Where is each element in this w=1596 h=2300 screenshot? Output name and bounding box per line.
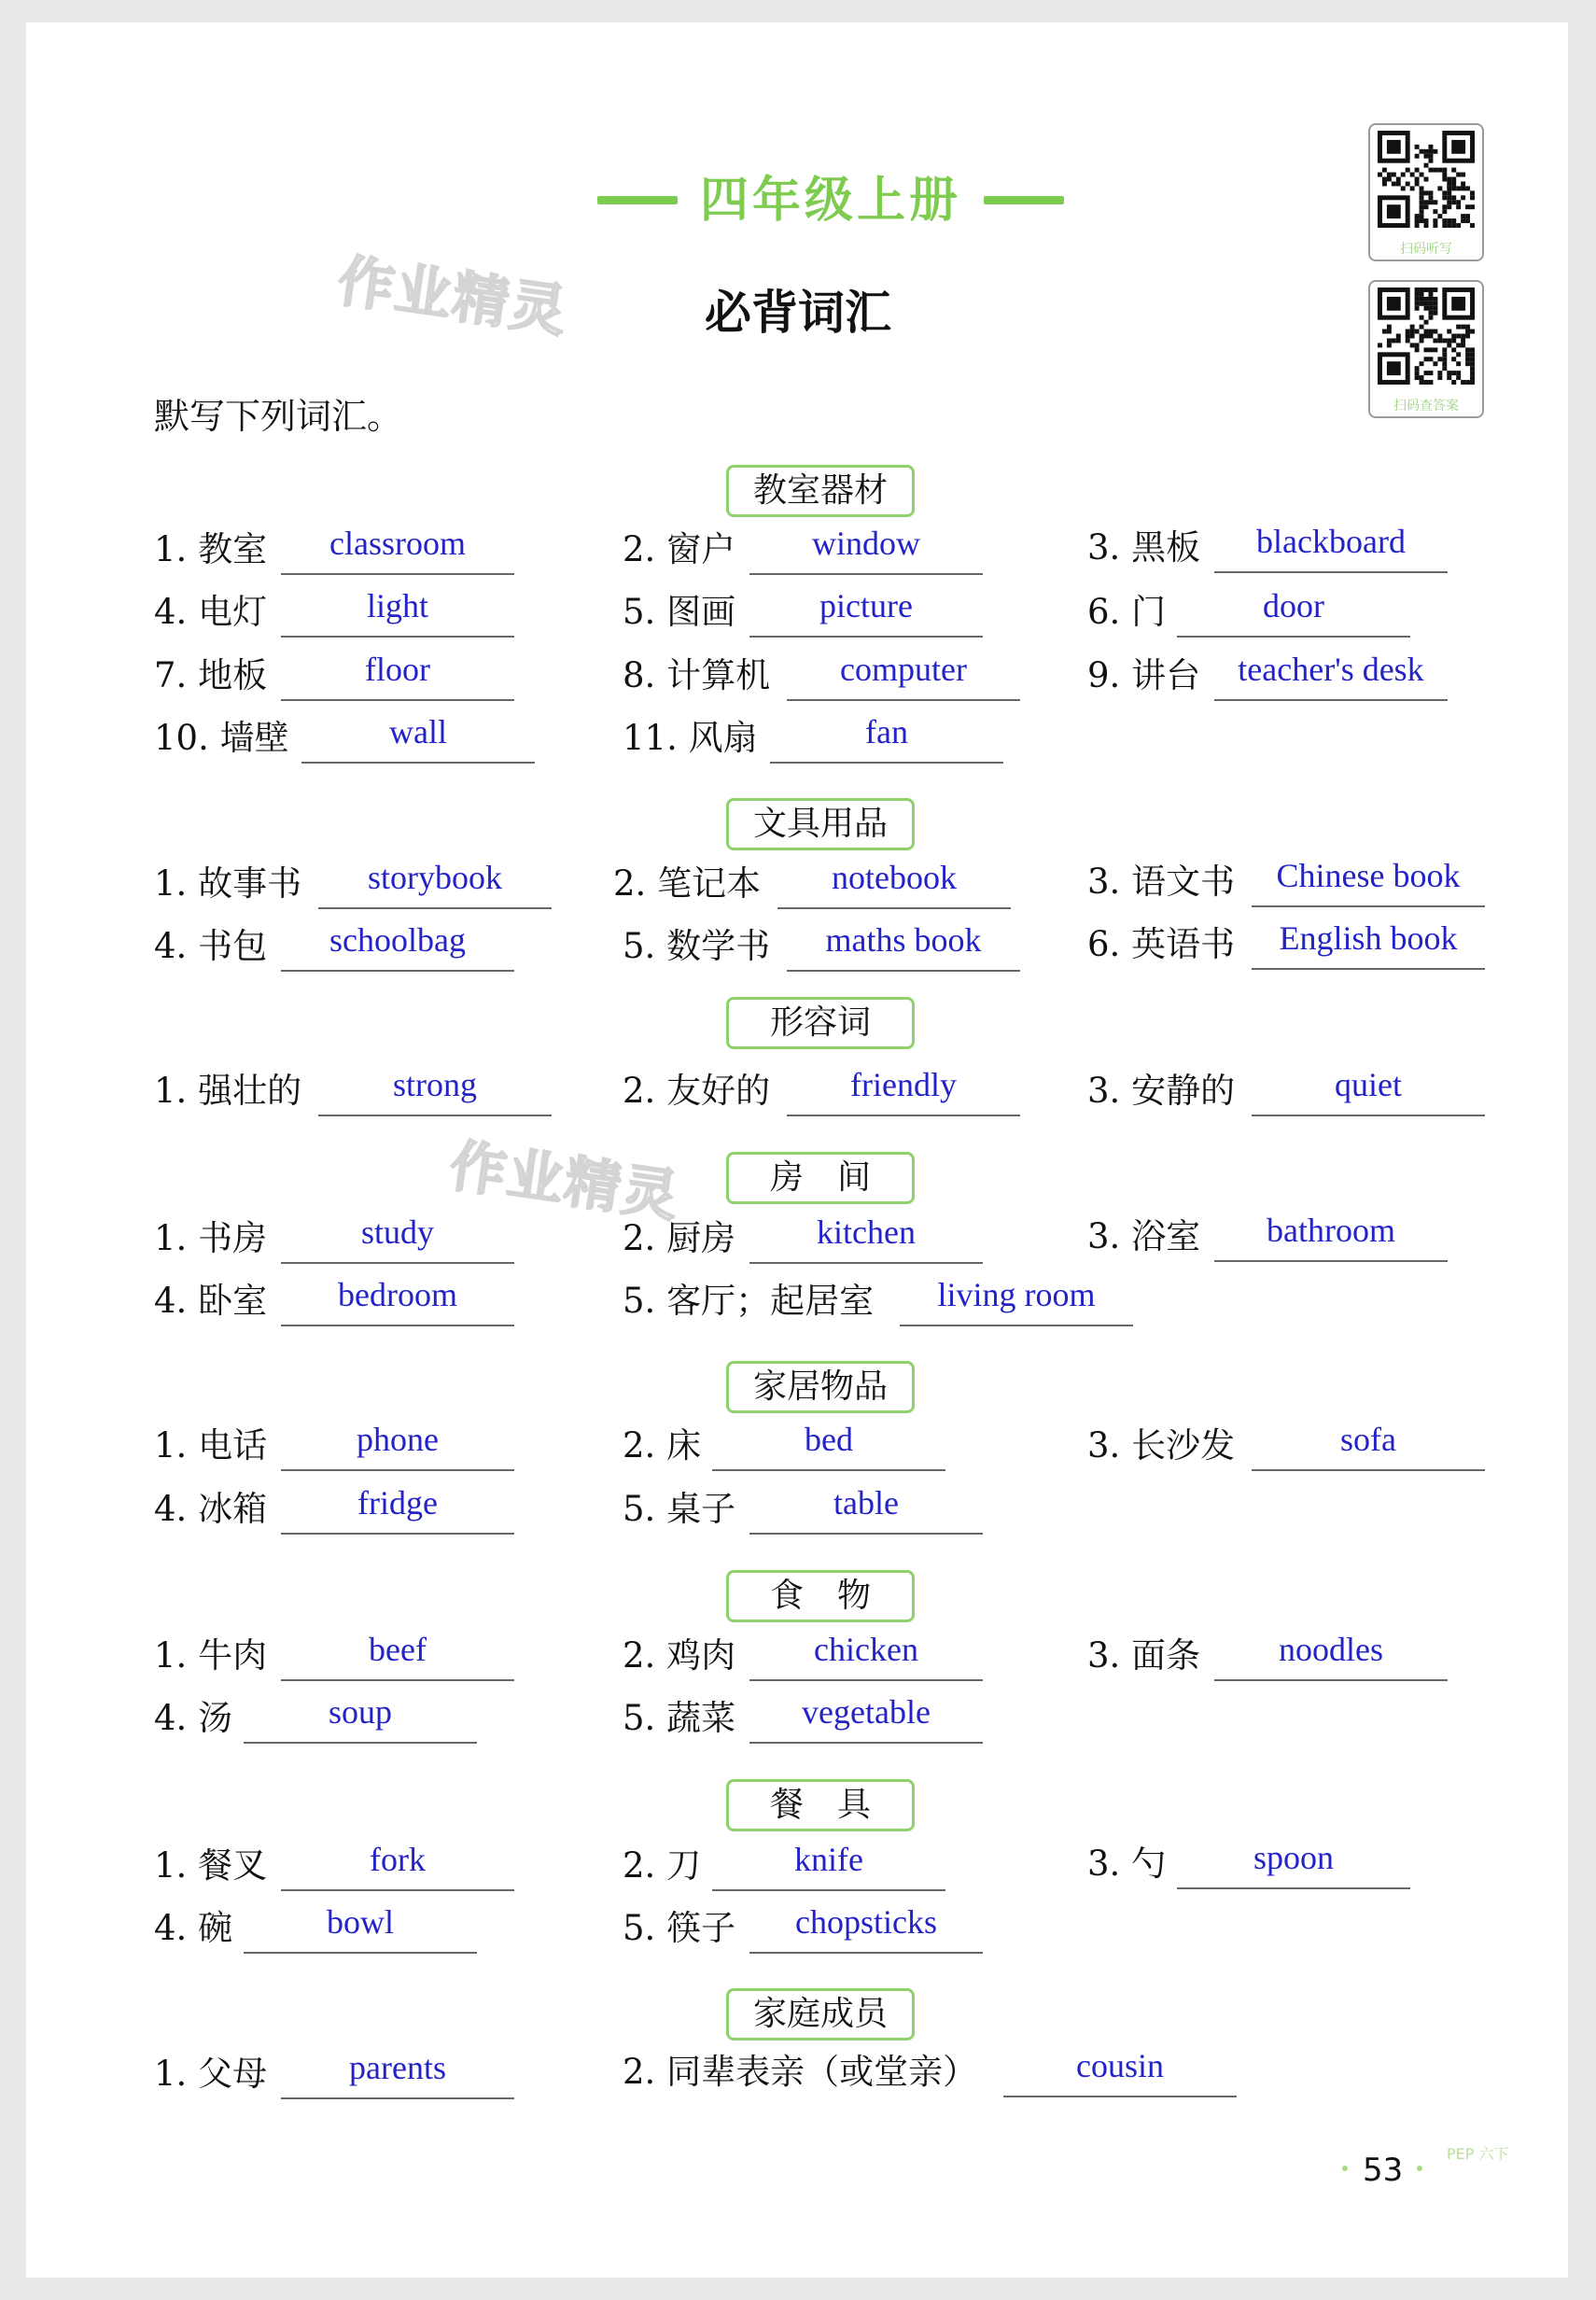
vocab-item (154, 1839, 527, 1891)
answer-field[interactable]: sofa (1252, 1417, 1485, 1471)
vocab-prompt: 2. 床 (623, 1425, 702, 1466)
vocab-prompt: 7. 地板 (154, 655, 268, 695)
answer-field[interactable]: bedroom (281, 1272, 514, 1326)
answer-field[interactable]: soup (244, 1690, 477, 1744)
vocab-prompt: 4. 卧室 (154, 1281, 268, 1321)
vocab-prompt: 3. 浴室 (1087, 1216, 1201, 1256)
section-label: 家庭成员 (726, 1988, 915, 2041)
answer-field[interactable]: picture (749, 583, 983, 638)
answer-field[interactable]: table (749, 1480, 983, 1535)
vocab-item (623, 1064, 1033, 1116)
section-label: 形容词 (726, 997, 915, 1049)
section-label: 家居物品 (726, 1361, 915, 1413)
vocab-prompt: 3. 长沙发 (1087, 1425, 1236, 1466)
vocab-item (1087, 649, 1461, 701)
vocab-prompt: 3. 面条 (1087, 1635, 1201, 1676)
grade-banner (597, 168, 1064, 233)
section-label: 房 间 (726, 1152, 915, 1204)
answer-field[interactable]: vegetable (749, 1690, 983, 1744)
banner-text: 四年级上册 (699, 173, 961, 229)
vocab-item (623, 649, 1015, 701)
answer-field[interactable]: study (281, 1210, 514, 1264)
answer-field[interactable]: bathroom (1214, 1208, 1448, 1262)
vocab-item (1087, 1629, 1461, 1681)
vocab-prompt: 2. 笔记本 (613, 863, 762, 904)
answer-field[interactable]: classroom (281, 521, 514, 575)
corner-mark: PEP 六下 (1447, 2145, 1509, 2163)
answer-field[interactable]: maths book (787, 918, 1020, 972)
footer-dot (1417, 2166, 1422, 2171)
vocab-item (154, 857, 565, 909)
vocab-item (154, 585, 527, 638)
answer-field[interactable]: knife (712, 1837, 945, 1891)
answer-field[interactable]: quiet (1252, 1062, 1485, 1116)
answer-field[interactable]: blackboard (1214, 519, 1448, 573)
answer-field[interactable]: door (1177, 583, 1410, 638)
vocab-item (613, 857, 1024, 909)
vocab-prompt: 2. 鸡肉 (623, 1635, 736, 1676)
qr-caption: 扫码听写 (1400, 242, 1452, 257)
vocab-prompt: 3. 黑板 (1087, 527, 1201, 568)
vocab-item (623, 1274, 1145, 1326)
vocab-item (154, 1901, 527, 1954)
answer-field[interactable]: chopsticks (749, 1900, 983, 1954)
vocab-item (154, 2047, 527, 2099)
qr-code-icon (1378, 131, 1475, 228)
vocab-item (1087, 1419, 1498, 1471)
vocab-prompt: 3. 安静的 (1087, 1071, 1236, 1111)
vocab-prompt: 8. 计算机 (623, 655, 771, 695)
vocab-item (623, 1691, 996, 1744)
page-title: 必背词汇 (705, 286, 891, 340)
banner-bar-left (597, 196, 678, 204)
vocab-prompt: 4. 冰箱 (154, 1489, 268, 1529)
vocab-item (623, 1901, 996, 1954)
vocab-item (1087, 521, 1461, 573)
answer-field[interactable]: window (749, 521, 983, 575)
answer-field[interactable]: chicken (749, 1627, 983, 1681)
vocab-prompt: 11. 风扇 (623, 718, 758, 758)
qr-code-icon (1378, 288, 1475, 385)
vocab-prompt: 4. 电灯 (154, 592, 268, 632)
answer-field[interactable]: noodles (1214, 1627, 1448, 1681)
watermark: 作业精灵 (445, 1133, 684, 1230)
vocab-prompt: 5. 蔬菜 (623, 1698, 736, 1738)
answer-field[interactable]: computer (787, 647, 1020, 701)
vocab-item (154, 649, 527, 701)
vocab-item (154, 919, 565, 972)
answer-field[interactable]: light (281, 583, 514, 638)
vocab-prompt: 4. 碗 (154, 1908, 233, 1948)
vocab-prompt: 4. 书包 (154, 926, 268, 966)
vocab-prompt: 1. 电话 (154, 1425, 268, 1466)
vocab-prompt: 1. 牛肉 (154, 1635, 268, 1676)
vocab-item (623, 1629, 996, 1681)
qr-code-answers[interactable] (1368, 280, 1484, 418)
vocab-item (1087, 918, 1498, 970)
vocab-prompt: 5. 筷子 (623, 1908, 736, 1948)
vocab-item (623, 2045, 1239, 2097)
vocab-prompt: 5. 桌子 (623, 1489, 736, 1529)
section-label: 文具用品 (726, 798, 915, 850)
vocab-prompt: 2. 窗户 (623, 529, 736, 569)
answer-field[interactable]: floor (281, 647, 514, 701)
answer-field[interactable]: fridge (281, 1480, 514, 1535)
page-number: 53 (1363, 2152, 1404, 2189)
vocab-prompt: 6. 门 (1087, 592, 1167, 632)
vocab-prompt: 1. 教室 (154, 529, 268, 569)
answer-field[interactable]: Chinese book (1252, 853, 1485, 907)
vocab-item (154, 711, 546, 764)
vocab-prompt: 2. 友好的 (623, 1071, 771, 1111)
vocab-prompt: 3. 语文书 (1087, 862, 1236, 902)
vocab-item (154, 523, 527, 575)
vocab-prompt: 5. 客厅；起居室 (623, 1281, 875, 1321)
vocab-item (154, 1274, 527, 1326)
vocab-item (1087, 1064, 1498, 1116)
answer-field[interactable]: wall (301, 709, 535, 764)
banner-bar-right (984, 196, 1064, 204)
answer-field[interactable]: fan (770, 709, 1003, 764)
vocab-item (623, 1482, 996, 1535)
vocab-item (1087, 1837, 1461, 1889)
watermark: 作业精灵 (333, 248, 572, 345)
answer-field[interactable]: fork (281, 1837, 514, 1891)
vocab-prompt: 1. 书房 (154, 1218, 268, 1258)
vocab-item (623, 523, 996, 575)
vocab-item (154, 1064, 565, 1116)
answer-field[interactable]: parents (281, 2045, 514, 2099)
answer-field[interactable]: storybook (318, 855, 552, 909)
vocab-item (154, 1482, 527, 1535)
answer-field[interactable]: bowl (244, 1900, 477, 1954)
vocab-item (623, 919, 1033, 972)
vocab-prompt: 2. 刀 (623, 1845, 702, 1886)
footer-dot (1342, 2166, 1348, 2171)
vocab-item (154, 1629, 527, 1681)
answer-field[interactable]: notebook (777, 855, 1011, 909)
answer-field[interactable]: English book (1252, 916, 1485, 970)
answer-field[interactable]: bed (712, 1417, 945, 1471)
vocab-prompt: 2. 同辈表亲（或堂亲） (623, 2052, 978, 2092)
vocab-item (623, 711, 1015, 764)
vocab-item (1087, 855, 1498, 907)
answer-field[interactable]: cousin (1003, 2043, 1237, 2097)
answer-field[interactable]: living room (900, 1272, 1133, 1326)
vocab-prompt: 9. 讲台 (1087, 655, 1201, 695)
section-label: 教室器材 (726, 465, 915, 517)
qr-caption: 扫码查答案 (1393, 399, 1459, 414)
answer-field[interactable]: teacher's desk (1214, 647, 1448, 701)
qr-code-dictation[interactable] (1368, 123, 1484, 261)
vocab-prompt: 10. 墙壁 (154, 718, 289, 758)
section-label: 食 物 (726, 1570, 915, 1622)
vocab-item (623, 1419, 996, 1471)
vocab-item (623, 1212, 996, 1264)
vocab-prompt: 5. 图画 (623, 592, 736, 632)
vocab-prompt: 3. 勺 (1087, 1844, 1167, 1884)
vocab-prompt: 4. 汤 (154, 1698, 233, 1738)
vocab-prompt: 1. 强壮的 (154, 1071, 302, 1111)
answer-field[interactable]: strong (318, 1062, 552, 1116)
answer-field[interactable]: friendly (787, 1062, 1020, 1116)
vocab-prompt: 1. 父母 (154, 2054, 268, 2094)
vocab-prompt: 6. 英语书 (1087, 924, 1236, 964)
vocab-prompt: 5. 数学书 (623, 926, 771, 966)
answer-field[interactable]: kitchen (749, 1210, 983, 1264)
instruction-text: 默写下列词汇。 (154, 396, 403, 437)
vocab-prompt: 1. 餐叉 (154, 1845, 268, 1886)
vocab-prompt: 2. 厨房 (623, 1218, 736, 1258)
answer-field[interactable]: schoolbag (281, 918, 514, 972)
vocab-item (1087, 585, 1461, 638)
vocab-item (1087, 1210, 1461, 1262)
answer-field[interactable]: spoon (1177, 1835, 1410, 1889)
vocab-prompt: 1. 故事书 (154, 863, 302, 904)
answer-field[interactable]: phone (281, 1417, 514, 1471)
section-label: 餐 具 (726, 1779, 915, 1831)
vocab-item (154, 1419, 527, 1471)
vocab-item (623, 1839, 996, 1891)
answer-field[interactable]: beef (281, 1627, 514, 1681)
vocab-item (154, 1691, 527, 1744)
vocab-item (154, 1212, 527, 1264)
vocab-item (623, 585, 996, 638)
